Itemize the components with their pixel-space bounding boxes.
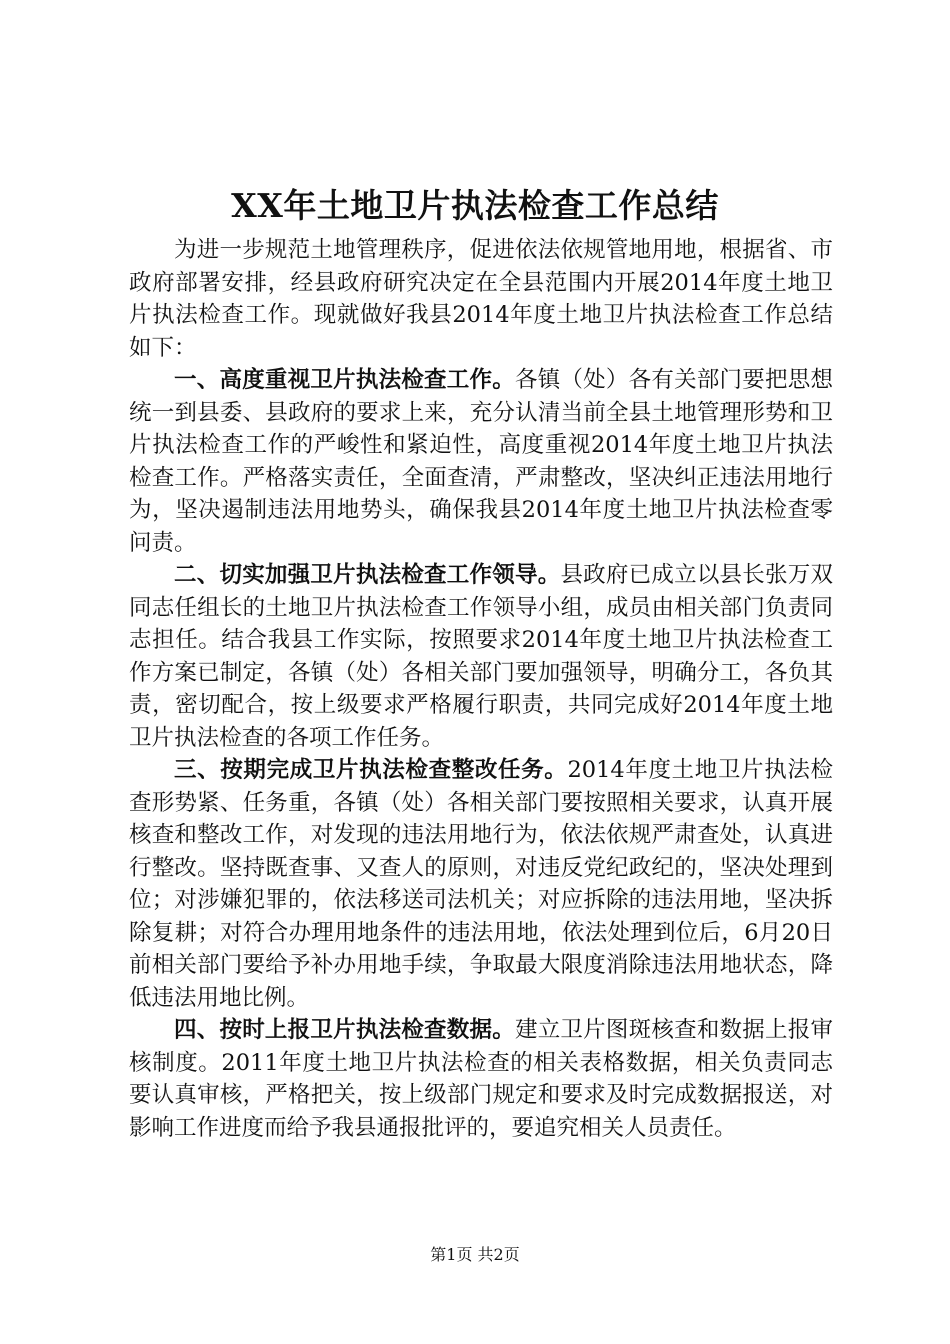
page-title: XX年土地卫片执法检查工作总结 [231, 186, 719, 225]
section-text-3: 2014年度土地卫片执法检查形势紧、任务重，各镇（处）各相关部门要按照相关要求，认真开展核查和整改工作，对发现的违法用地行为，依法依规严肃查处，认真进行整改。坚持既查事、又查人的原则，对违反党纪政纪的，坚决处理到位；对涉嫌犯罪的，依法移送司法机关；对应拆除的违法用地，坚决拆除复耕；对符合办理用地条件的违法用地，依法处理到位后，6月20日前相关部门要给予补办用地手续，争取最大限度消除违法用地状态，降低违法用地比例。 [129, 757, 833, 1011]
page-footer: 第1页 共2页 [430, 1245, 520, 1264]
section-heading-3: 三、按期完成卫片执法检查整改任务。 [174, 757, 568, 783]
section-heading-1: 一、高度重视卫片执法检查工作。 [174, 367, 515, 393]
section-text-1: 各镇（处）各有关部门要把思想统一到县委、县政府的要求上来，充分认清当前全县土地管理形势和卫片执法检查工作的严峻性和紧迫性，高度重视2014年度土地卫片执法检查工作。严格落实责任，全面查清，严肃整改，坚决纠正违法用地行为，坚决遏制违法用地势头，确保我县2014年度土地卫片执法检查零问责。 [129, 367, 833, 556]
section-heading-4: 四、按时上报卫片执法检查数据。 [174, 1017, 515, 1043]
intro-paragraph: 为进一步规范土地管理秩序，促进依法依规管地用地，根据省、市政府部署安排，经县政府研究决定在全县范围内开展2014年度土地卫片执法检查工作。现就做好我县2014年度土地卫片执法检查工作总结如下： [129, 237, 833, 361]
section-text-4: 建立卫片图斑核查和数据上报审核制度。2011年度土地卫片执法检查的相关表格数据，相关负责同志要认真审核，严格把关，按上级部门规定和要求及时完成数据报送，对影响工作进度而给予我县通报批评的，要追究相关人员责任。 [129, 1017, 833, 1141]
section-paragraph-3 [129, 754, 833, 1014]
section-paragraph-1 [129, 364, 833, 559]
section-paragraph-4 [129, 1014, 833, 1144]
document-body [129, 234, 833, 1144]
section-text-2: 县政府已成立以县长张万双同志任组长的土地卫片执法检查工作领导小组，成员由相关部门负责同志担任。结合我县工作实际，按照要求2014年度土地卫片执法检查工作方案已制定，各镇（处）各相关部门要加强领导，明确分工，各负其责，密切配合，按上级要求严格履行职责，共同完成好2014年度土地卫片执法检查的各项工作任务。 [129, 562, 833, 751]
section-heading-2: 二、切实加强卫片执法检查工作领导。 [174, 562, 561, 588]
section-paragraph-2 [129, 559, 833, 754]
